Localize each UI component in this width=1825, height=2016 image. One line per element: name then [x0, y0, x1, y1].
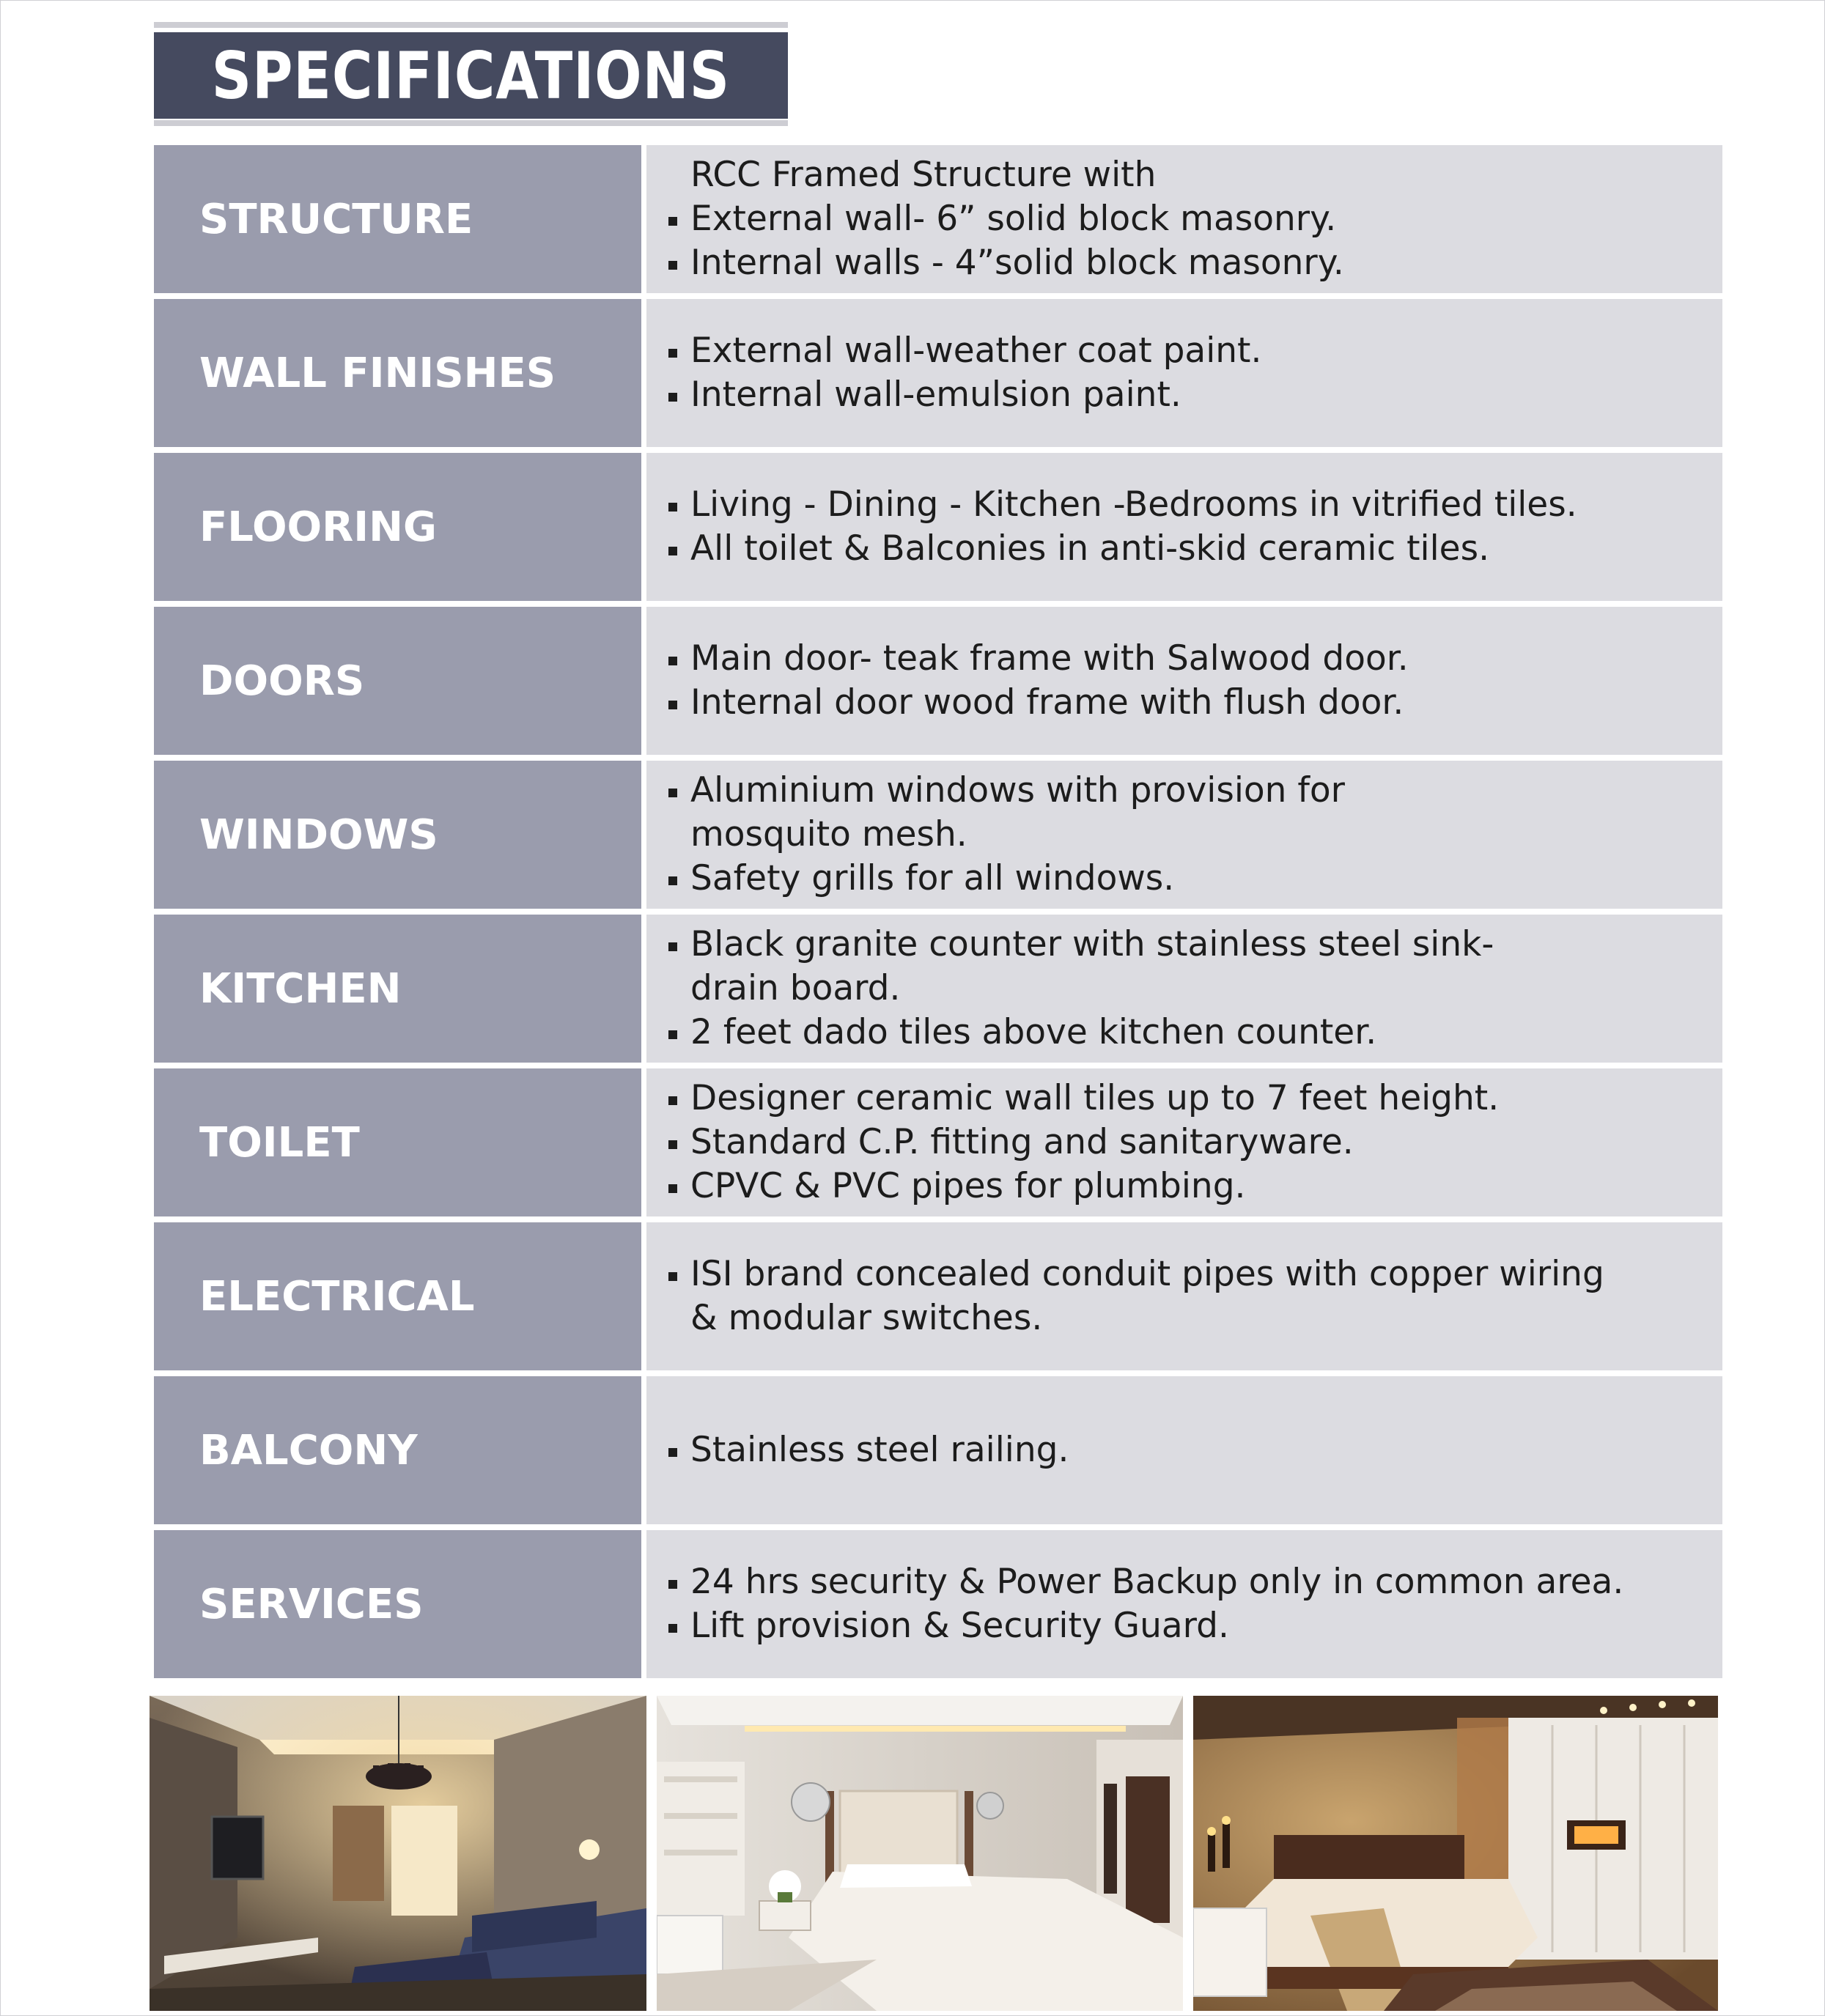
- spec-bullet-item: ISI brand concealed conduit pipes with copper wiring: [667, 1252, 1722, 1296]
- spec-bullet-item: Designer ceramic wall tiles up to 7 feet height.: [667, 1077, 1722, 1120]
- spec-bullet-item: Internal walls - 4”solid block masonry.: [667, 241, 1722, 285]
- page-title-text: SPECIFICATIONS: [211, 37, 731, 114]
- living-room-photo: [150, 1696, 646, 2011]
- spec-bullet-item: CPVC & PVC pipes for plumbing.: [667, 1164, 1722, 1208]
- spec-details: [646, 607, 1722, 755]
- spec-continuation-text: & modular switches.: [690, 1298, 1043, 1338]
- spec-continuation-text: RCC Framed Structure with: [690, 155, 1157, 195]
- spec-bullet-item: Stainless steel railing.: [667, 1428, 1722, 1472]
- spec-bullet-item: Safety grills for all windows.: [667, 857, 1722, 901]
- bedroom-photo: [657, 1696, 1183, 2011]
- spec-label: DOORS: [154, 607, 641, 755]
- spec-details: [646, 1376, 1722, 1524]
- spec-label: KITCHEN: [154, 915, 641, 1063]
- banner-top-rule: [154, 22, 788, 28]
- spec-details: [646, 299, 1722, 447]
- spec-details: [646, 1068, 1722, 1216]
- spec-bullet-item: Internal door wood frame with flush door.: [667, 681, 1722, 725]
- spec-row: [154, 453, 1722, 601]
- spec-label: SERVICES: [154, 1530, 641, 1678]
- spec-details: [646, 915, 1722, 1063]
- spec-label: WINDOWS: [154, 761, 641, 909]
- spec-bullet-item: All toilet & Balconies in anti-skid ceramic tiles.: [667, 527, 1722, 571]
- spec-bullet-item: External wall- 6” solid block masonry.: [667, 197, 1722, 241]
- spec-bullet-item: Main door- teak frame with Salwood door.: [667, 637, 1722, 681]
- spec-row: [154, 1222, 1722, 1370]
- spec-details: [646, 761, 1722, 909]
- spec-bullet-item: Standard C.P. fitting and sanitaryware.: [667, 1120, 1722, 1164]
- spec-label: BALCONY: [154, 1376, 641, 1524]
- spec-row: [154, 299, 1722, 447]
- spec-bullet-item: External wall-weather coat paint.: [667, 329, 1722, 373]
- spec-label: TOILET: [154, 1068, 641, 1216]
- spec-bullet-item: Black granite counter with stainless steel sink-: [667, 923, 1722, 967]
- spec-label: WALL FINISHES: [154, 299, 641, 447]
- spec-row: [154, 1530, 1722, 1678]
- spec-label: STRUCTURE: [154, 145, 641, 293]
- spec-row: [154, 607, 1722, 755]
- spec-row: [154, 761, 1722, 909]
- spec-label: FLOORING: [154, 453, 641, 601]
- spec-details: [646, 1222, 1722, 1370]
- spec-bullet-item: Aluminium windows with provision for: [667, 769, 1722, 813]
- spec-details: [646, 453, 1722, 601]
- master-bedroom-photo: [1193, 1696, 1718, 2011]
- page-title: [154, 32, 788, 119]
- spec-bullet-item: Living - Dining - Kitchen -Bedrooms in vitrified tiles.: [667, 483, 1722, 527]
- spec-row: [154, 1068, 1722, 1216]
- spec-bullet-item: Internal wall-emulsion paint.: [667, 373, 1722, 417]
- spec-row: [154, 145, 1722, 293]
- spec-continuation-text: drain board.: [690, 968, 901, 1008]
- spec-details: [646, 145, 1722, 293]
- banner-bottom-rule: [154, 120, 788, 126]
- spec-row: [154, 1376, 1722, 1524]
- spec-label: ELECTRICAL: [154, 1222, 641, 1370]
- spec-bullet-item: Lift provision & Security Guard.: [667, 1604, 1722, 1648]
- spec-row: [154, 915, 1722, 1063]
- spec-details: [646, 1530, 1722, 1678]
- spec-bullet-item: 2 feet dado tiles above kitchen counter.: [667, 1011, 1722, 1055]
- spec-bullet-item: 24 hrs security & Power Backup only in common area.: [667, 1560, 1722, 1604]
- spec-continuation-text: mosquito mesh.: [690, 814, 967, 854]
